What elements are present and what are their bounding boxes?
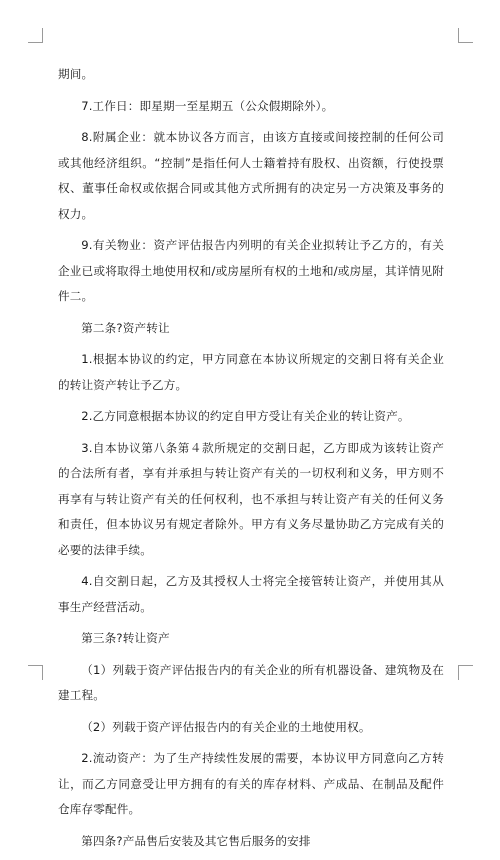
heading-article-2: 第二条?资产转让 (81, 320, 170, 335)
paragraph-definition-affiliate: 8.附属企业：就本协议各方而言，由该方直接或间接控制的任何公司或其他经济组织。“控制”是指任何人士籍着持有股权、出资额，行使投票权、董事任命权或依据合同或其他方式所拥有的决定另一方决策及事务的权力。 (58, 130, 444, 221)
paragraph-article-3-item-2: （2）列载于资产评估报告内的有关企业的土地使用权。 (81, 719, 371, 734)
heading-article-4: 第四条?产品售后安装及其它售后服务的安排 (81, 833, 311, 848)
crop-mark-bottom-left (28, 665, 43, 680)
paragraph-article-2-clause-1: 1.根据本协议的约定，甲方同意在本协议所规定的交割日将有关企业的转让资产转让予乙方。 (58, 352, 444, 392)
paragraph-article-2-clause-4: 4.自交割日起，乙方及其授权人士将完全接管转让资产，并使用其从事生产经营活动。 (58, 574, 444, 614)
crop-mark-top-right (458, 28, 473, 43)
document-body (58, 62, 444, 860)
heading-article-3: 第三条?转让资产 (81, 631, 170, 645)
paragraph-article-2-clause-3: 3.自本协议第八条第４款所规定的交割日起，乙方即成为该转让资产的合法所有者，享有并承担与转让资产有关的一切权利和义务，甲方则不再享有与转让资产有关的任何权利，也不承担与转让资产有关的任何义务和责任，但本协议另有规定者除外。甲方有义务尽量协助乙方完成有关的必要的法律手续。 (58, 440, 444, 557)
paragraph-period-end: 期间。 (58, 67, 94, 81)
paragraph-definition-property: 9.有关物业：资产评估报告内列明的有关企业拟转让予乙方的，有关企业已或将取得土地使用权和/或房屋所有权的土地和/或房屋，其详情见附件二。 (58, 238, 444, 303)
paragraph-article-2-clause-2: 2.乙方同意根据本协议的约定自甲方受让有关企业的转让资产。 (81, 409, 410, 423)
crop-mark-bottom-right (458, 665, 473, 680)
paragraph-definition-working-day: 7.工作日：即星期一至星期五（公众假期除外）。 (81, 98, 334, 113)
crop-mark-top-left (28, 28, 43, 43)
paragraph-article-3-clause-2: 2.流动资产：为了生产持续性发展的需要，本协议甲方同意向乙方转让，而乙方同意受让甲方拥有的有关的库存材料、产成品、在制品及配件仓库存零配件。 (58, 751, 444, 816)
paragraph-article-3-item-1: （1）列载于资产评估报告内的有关企业的所有机器设备、建筑物及在建工程。 (58, 662, 444, 702)
